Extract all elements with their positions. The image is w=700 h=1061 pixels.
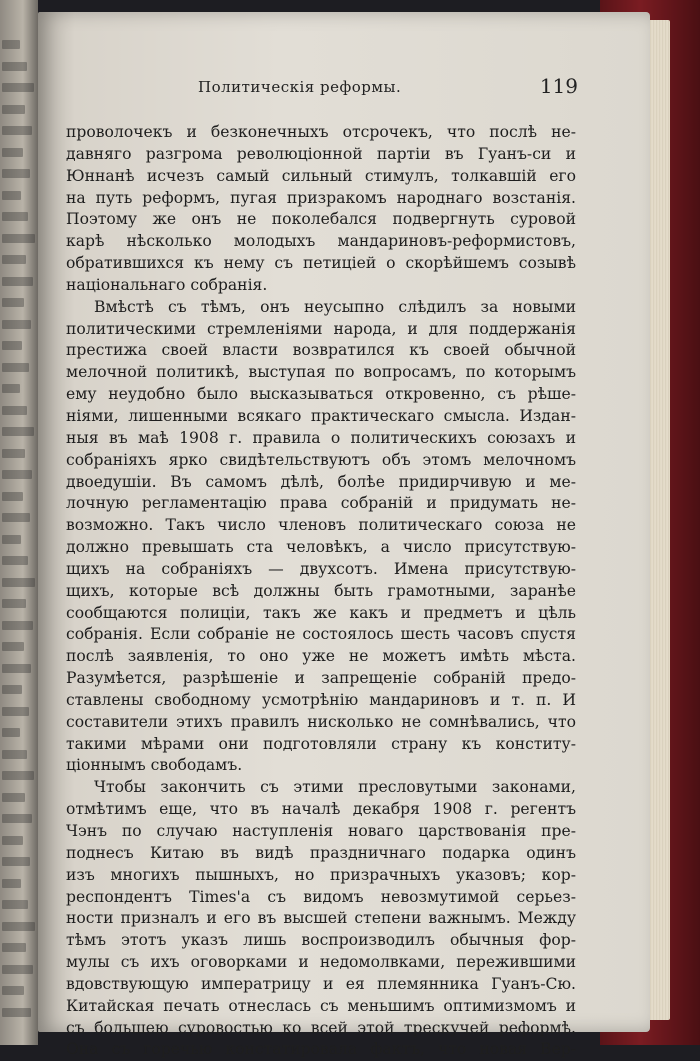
facing-page-text-fragment bbox=[2, 492, 23, 501]
text-line: на путь реформъ, пугая призракомъ народнаго возстанія. bbox=[66, 188, 576, 207]
text-line: ціоннымъ свободамъ. bbox=[66, 756, 243, 775]
running-head: Политическія реформы. bbox=[198, 78, 402, 96]
facing-page-text-fragment bbox=[2, 642, 24, 651]
text-line: лочную регламентацію права собраній и придумать не- bbox=[66, 494, 576, 513]
text-line: мулы съ ихъ оговорками и недомолвками, пережившими bbox=[66, 953, 576, 972]
text-line: ности призналъ и его въ высшей степени важнымъ. Между bbox=[66, 909, 576, 928]
facing-page-text-fragment bbox=[2, 363, 29, 372]
facing-page-text-fragment bbox=[2, 105, 25, 114]
text-line: съ большею суровостью ко всей этой трескучей реформѣ. bbox=[66, 1018, 576, 1037]
text-line: ніями, лишенными всякаго практическаго смысла. Издан- bbox=[66, 406, 576, 425]
text-line: щихъ на собраніяхъ — двухсотъ. Имена присутствую- bbox=[66, 559, 576, 578]
facing-page-text-fragment bbox=[2, 707, 29, 716]
text-line: политическими стремленіями народа, и для поддержанія bbox=[66, 319, 576, 338]
facing-page-text-fragment bbox=[2, 879, 21, 888]
facing-page-text-fragment bbox=[2, 685, 22, 694]
text-line: такими мѣрами они подготовляли страну къ конститу- bbox=[66, 734, 576, 753]
text-line: ему неудобно было высказываться откровенно, съ рѣше- bbox=[66, 385, 576, 404]
facing-page-text-fragment bbox=[2, 40, 20, 49]
text-line: давняго разгрома революціонной партіи въ Гуанъ-си и bbox=[66, 144, 576, 163]
facing-page-text-fragment bbox=[2, 535, 21, 544]
facing-page-text-fragment bbox=[2, 62, 27, 71]
facing-page-text-fragment bbox=[2, 298, 24, 307]
facing-page-text-fragment bbox=[2, 148, 23, 157]
text-line: послѣ заявленія, то оно уже не можетъ имѣть мѣста. bbox=[66, 647, 576, 666]
facing-page-text-fragment bbox=[2, 750, 27, 759]
facing-page-text-fragment bbox=[2, 384, 20, 393]
facing-page-text-fragment bbox=[2, 814, 32, 823]
facing-page-text-fragment bbox=[2, 556, 28, 565]
text-line: тѣмъ этотъ указъ лишь воспроизводилъ обычныя фор- bbox=[66, 931, 576, 950]
facing-page-text-fragment bbox=[2, 427, 34, 436]
text-line: Чтобы закончить съ этими пресловутыми законами, bbox=[94, 778, 576, 797]
facing-page-text-fragment bbox=[2, 470, 32, 479]
facing-page-text-fragment bbox=[2, 341, 22, 350]
text-line: Поэтому же онъ не поколебался подвергнуть суровой bbox=[66, 210, 576, 229]
facing-page-text-fragment bbox=[2, 857, 30, 866]
facing-page-text-fragment bbox=[2, 986, 24, 995]
facing-page-text-fragment bbox=[2, 578, 35, 587]
text-line: національнаго собранія. bbox=[66, 275, 268, 294]
text-line: респондентъ Times'a съ видомъ невозмутимой серьез- bbox=[66, 887, 576, 906]
facing-page-text-fragment bbox=[2, 771, 34, 780]
facing-page-text-fragment bbox=[2, 513, 30, 522]
facing-page-text-fragment bbox=[2, 212, 28, 221]
text-line: Она съ горечью констатировала фактъ, что новая Вер- bbox=[66, 1040, 576, 1059]
facing-page-text-fragment bbox=[2, 406, 27, 415]
text-line: Китайская печать отнеслась съ меньшимъ оптимизмомъ и bbox=[66, 996, 576, 1015]
page-number: 119 bbox=[539, 74, 578, 98]
facing-page-text-fragment bbox=[2, 728, 20, 737]
facing-page-text-fragment bbox=[2, 664, 31, 673]
facing-page-text-fragment bbox=[2, 1008, 31, 1017]
page-header bbox=[58, 74, 578, 102]
book-page bbox=[38, 12, 650, 1059]
facing-page-text-fragment bbox=[2, 599, 26, 608]
text-line: ныя въ маѣ 1908 г. правила о политическихъ союзахъ и bbox=[66, 428, 576, 447]
facing-page-text-fragment bbox=[2, 449, 25, 458]
text-line: сообщаются полиціи, такъ же какъ и предметъ и цѣль bbox=[66, 603, 576, 622]
facing-page-text-fragment bbox=[2, 234, 35, 243]
facing-page-text-fragment bbox=[2, 277, 33, 286]
facing-page-text-fragment bbox=[2, 169, 30, 178]
facing-page-text-fragment bbox=[2, 900, 28, 909]
text-line: составители этихъ правилъ нисколько не сомнѣвались, что bbox=[66, 712, 576, 731]
facing-page-text-fragment bbox=[2, 83, 34, 92]
facing-page-text-fragment bbox=[2, 255, 26, 264]
text-line: поднесъ Китаю въ видѣ праздничнаго подарка одинъ bbox=[66, 843, 576, 862]
text-line: мелочной политикѣ, выступая по вопросамъ, по которымъ bbox=[66, 363, 576, 382]
text-line: Разумѣется, разрѣшеніе и запрещеніе собраній предо- bbox=[66, 669, 576, 688]
facing-page-text-fragment bbox=[2, 320, 31, 329]
text-line: проволочекъ и безконечныхъ отсрочекъ, что послѣ не- bbox=[66, 123, 576, 141]
text-line: вдовствующую императрицу и ея племянника Гуанъ-Сю. bbox=[66, 974, 576, 993]
facing-page-text-fragment bbox=[2, 621, 33, 630]
facing-page-text-fragment bbox=[2, 965, 33, 974]
text-line: должно превышать ста человѣкъ, а число присутствую- bbox=[66, 538, 576, 557]
text-line: Юннанѣ исчезъ самый сильный стимулъ, толкавшій его bbox=[66, 166, 576, 185]
text-line: ставлены свободному усмотрѣнію мандариновъ и т. п. И bbox=[66, 690, 576, 709]
text-line: изъ многихъ пышныхъ, но призрачныхъ указовъ; кор- bbox=[66, 865, 576, 884]
body-text bbox=[66, 122, 576, 1061]
facing-page-edge bbox=[0, 0, 38, 1045]
text-line: отмѣтимъ еще, что въ началѣ декабря 1908 г. регентъ bbox=[66, 800, 576, 819]
facing-page-text-fragment bbox=[2, 836, 23, 845]
text-line: Вмѣстѣ съ тѣмъ, онъ неусыпно слѣдилъ за новыми bbox=[94, 297, 576, 316]
text-line: собранія. Если собраніе не состоялось шесть часовъ спустя bbox=[66, 625, 576, 644]
text-line: щихъ, которые всѣ должны быть грамотными, заранѣе bbox=[66, 581, 576, 600]
text-line: собраніяхъ ярко свидѣтельствуютъ объ этомъ мелочномъ bbox=[66, 450, 576, 469]
facing-page-text-fragment bbox=[2, 922, 35, 931]
text-line: обратившихся къ нему съ петиціей о скорѣйшемъ созывѣ bbox=[66, 254, 576, 273]
text-line: Чэнъ по случаю наступленія новаго царствованія пре- bbox=[66, 822, 576, 840]
text-line: двоедушіи. Въ самомъ дѣлѣ, болѣе придирчивую и ме- bbox=[66, 472, 576, 491]
facing-page-text-fragment bbox=[2, 943, 26, 952]
text-line: престижа своей власти возвратился къ своей обычной bbox=[66, 341, 576, 360]
text-line: карѣ нѣсколько молодыхъ мандариновъ-реформистовъ, bbox=[66, 232, 576, 251]
facing-page-text-fragment bbox=[2, 793, 25, 802]
facing-page-text-fragment bbox=[2, 191, 21, 200]
facing-page-text-fragment bbox=[2, 126, 32, 135]
text-line: возможно. Такъ число членовъ политическаго союза не bbox=[66, 516, 576, 535]
